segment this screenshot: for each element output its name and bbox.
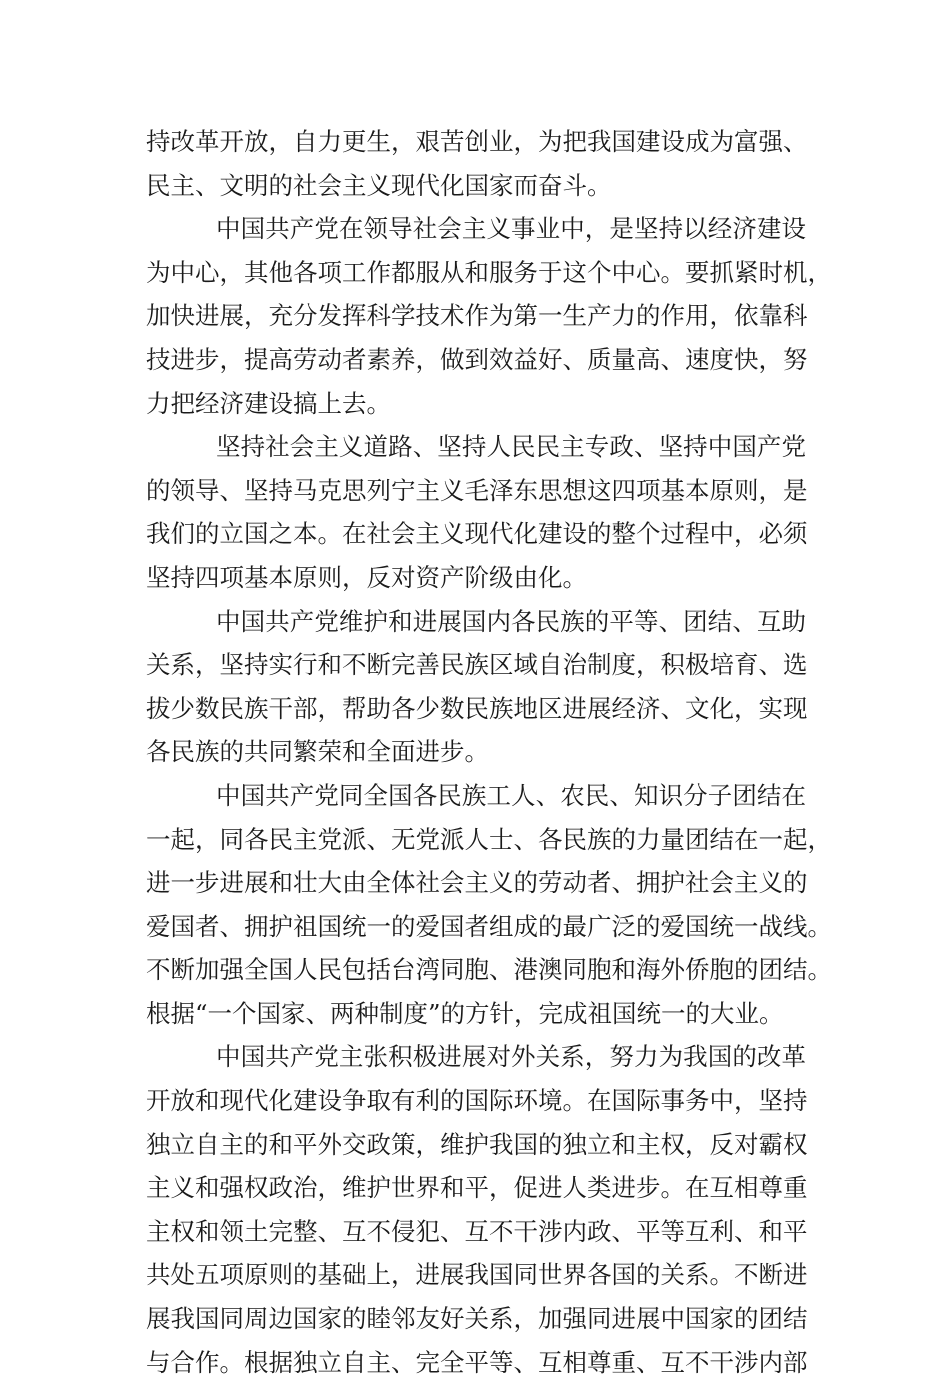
text-line: 加快进展，充分发挥科学技术作为第一生产力的作用，依靠科: [146, 301, 808, 331]
text-line: 中国共产党在领导社会主义事业中，是坚持以经济建设: [216, 214, 806, 244]
paragraph: [146, 1035, 806, 1384]
text-line: 的领导、坚持马克思列宁主义毛泽东思想这四项基本原则，是: [146, 475, 808, 505]
paragraph: [146, 600, 806, 774]
text-line: 根据“一个国家、两种制度”的方针，完成祖国统一的大业。: [146, 998, 784, 1028]
text-line: 一起，同各民主党派、无党派人士、各民族的力量团结在一起，: [146, 824, 832, 854]
text-line: 民主、文明的社会主义现代化国家而奋斗。: [146, 170, 612, 200]
text-line: 中国共产党同全国各民族工人、农民、知识分子团结在: [216, 780, 806, 810]
text-line: 关系，坚持实行和不断完善民族区域自治制度，积极培育、选: [146, 650, 808, 680]
text-line: 坚持四项基本原则，反对资产阶级由化。: [146, 562, 587, 592]
text-line: 展我国同周边国家的睦邻友好关系，加强同进展中国家的团结: [146, 1304, 808, 1334]
document-body: [146, 120, 832, 1384]
text-line: 为中心，其他各项工作都服从和服务于这个中心。要抓紧时机，: [146, 257, 832, 287]
text-line: 力把经济建设搞上去。: [146, 388, 391, 418]
text-line: 与合作。根据独立自主、完全平等、互相尊重、互不干涉内部: [146, 1347, 808, 1377]
text-line: 技进步，提高劳动者素养，做到效益好、质量高、速度快，努: [146, 344, 808, 374]
paragraph: [146, 207, 832, 425]
paragraph: [146, 120, 806, 207]
text-line: 中国共产党维护和进展国内各民族的平等、团结、互助: [216, 606, 806, 636]
text-line: 持改革开放，自力更生，艰苦创业，为把我国建设成为富强、: [146, 127, 808, 156]
text-line: 我们的立国之本。在社会主义现代化建设的整个过程中，必须: [146, 519, 808, 549]
text-line: 主义和强权政治，维护世界和平，促进人类进步。在互相尊重: [146, 1173, 808, 1203]
paragraph: [146, 425, 806, 599]
text-line: 拔少数民族干部，帮助各少数民族地区进展经济、文化，实现: [146, 693, 808, 723]
text-line: 开放和现代化建设争取有利的国际环境。在国际事务中，坚持: [146, 1086, 808, 1116]
text-line: 共处五项原则的基础上，进展我国同世界各国的关系。不断进: [146, 1260, 808, 1290]
text-line: 坚持社会主义道路、坚持人民民主专政、坚持中国产党: [216, 432, 806, 462]
text-line: 各民族的共同繁荣和全面进步。: [146, 737, 489, 767]
text-line: 进一步进展和壮大由全体社会主义的劳动者、拥护社会主义的: [146, 868, 808, 898]
text-line: 独立自主的和平外交政策，维护我国的独立和主权，反对霸权: [146, 1129, 808, 1159]
text-line: 不断加强全国人民包括台湾同胞、港澳同胞和海外侨胞的团结。: [146, 955, 832, 985]
text-line: 主权和领土完整、互不侵犯、互不干涉内政、平等互利、和平: [146, 1216, 808, 1246]
text-line: 中国共产党主张积极进展对外关系，努力为我国的改革: [216, 1042, 806, 1072]
text-line: 爱国者、拥护祖国统一的爱国者组成的最广泛的爱国统一战线。: [146, 911, 832, 941]
paragraph: [146, 774, 832, 1036]
